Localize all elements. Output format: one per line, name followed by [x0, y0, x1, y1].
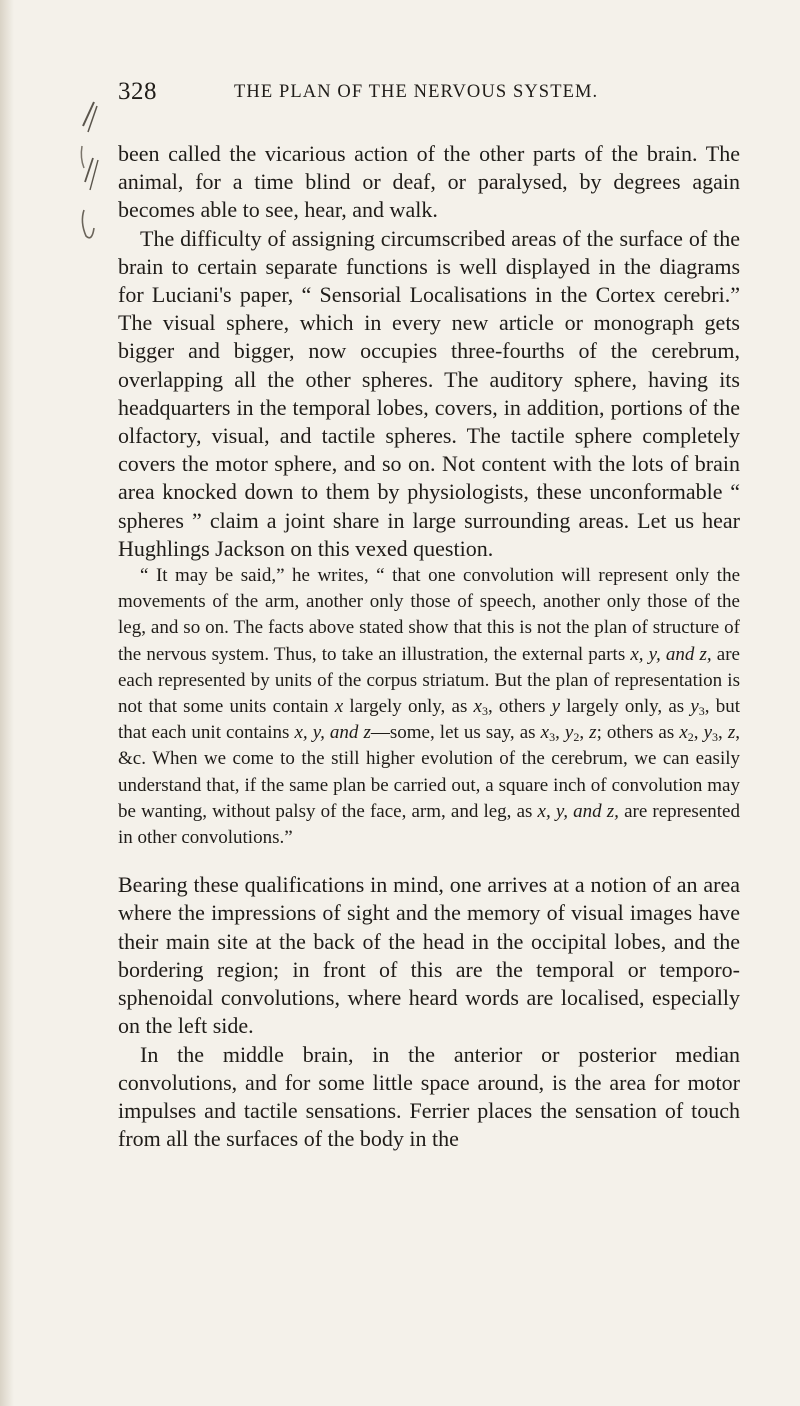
math-xyz: x, y, and z, — [630, 643, 712, 665]
spacer — [118, 851, 740, 871]
math-x: x — [540, 722, 550, 744]
quote-text: , but that each unit contains — [118, 696, 741, 744]
subscript: 3 — [481, 704, 488, 719]
subscript: 2 — [573, 730, 580, 745]
math-x: x — [334, 696, 344, 718]
subscript: 3 — [698, 704, 705, 719]
page-gutter-shadow — [0, 0, 14, 1406]
page-header — [118, 78, 738, 114]
subscript: 3 — [712, 730, 719, 745]
subscript: 3 — [549, 730, 556, 745]
math-z: z — [589, 722, 597, 744]
quote-text: largely only, as — [343, 696, 474, 718]
quote-text: , &c. When we come to the still higher evolution of the cerebrum, we can easily understand that, if the same plan be carried out, a square inch of convolution may be wanting, without palsy of the face, arm, and leg, as — [118, 722, 741, 822]
separator: , — [718, 722, 728, 744]
separator: , — [555, 722, 565, 744]
paragraph-middle-brain: In the middle brain, in the anterior or posterior median convolutions, and for some little space around, is the area for motor impulses and tactile sensations. Ferrier places the sensation of touch from all the surfaces of the body in the — [118, 1041, 740, 1152]
quote-text: ; others as — [596, 722, 680, 744]
page-number: 328 — [118, 78, 157, 105]
quote-text: “ It may be said,” he writes, “ that one convolution will represent only the movements of the arm, another only those of speech, another only those of the leg, and so on. The facts above stated show that this is not the plan of structure of the nervous system. Thus, to take an illustration, the external parts — [118, 565, 740, 665]
margin-pencil-marks — [78, 98, 100, 278]
quote-text: largely only, as — [560, 696, 691, 718]
math-xyz: x, y, and z — [294, 722, 371, 744]
body-text — [118, 140, 740, 1153]
math-z: z — [727, 722, 736, 744]
math-x3: x — [473, 696, 482, 718]
quote-text: , others — [487, 696, 552, 718]
paragraph-qualifications: Bearing these qualifications in mind, one arrives at a notion of an area where the impressions of sight and the memory of visual images have their main site at the back of the head in the occipital lobes, and the bordering region; in front of this are the temporal or temporo-sphenoidal convolutions, where heard words are localised, especially on the left side. — [118, 872, 740, 1039]
quote-text: are represented in other convolutions.” — [118, 800, 740, 849]
math-y: y — [564, 722, 574, 744]
math-xyz: x, y, and z, — [537, 800, 619, 822]
separator: , — [693, 722, 704, 744]
quote-text: —some, let us say, as — [370, 722, 541, 744]
quote-text: are each represented by units of the corpus striatum. But the plan of representation is not that some units contain — [118, 643, 740, 718]
paragraph-continued: been called the vicarious action of the other parts of the brain. The animal, for a time blind or deaf, or paralysed, by degrees again becomes able to see, hear, and walk. — [118, 141, 740, 223]
block-quote-jackson — [118, 563, 740, 851]
math-y3: y — [690, 696, 699, 718]
math-x: x — [679, 722, 688, 744]
math-y: y — [551, 696, 561, 718]
subscript: 2 — [687, 730, 694, 745]
paragraph-localisation: The difficulty of assigning circumscribed areas of the surface of the brain to certain separate functions is well displayed in the diagrams for Luciani's paper, “ Sensorial Localisations in the Cortex cerebri.” The visual sphere, which in every new article or monograph gets bigger and bigger, now occupies three-fourths of the cerebrum, overlapping all the other spheres. The auditory sphere, having its headquarters in the temporal lobes, covers, in addition, portions of the olfactory, visual, and tactile spheres. The tactile sphere completely covers the motor sphere, and so on. Not content with the lots of brain area knocked down to them by physiologists, these unconformable “ spheres ” claim a joint share in large surrounding areas. Let us hear Hughlings Jackson on this vexed question. — [118, 225, 740, 561]
separator: , — [579, 722, 590, 744]
math-y: y — [703, 722, 713, 744]
running-title: THE PLAN OF THE NERVOUS SYSTEM. — [234, 82, 599, 102]
